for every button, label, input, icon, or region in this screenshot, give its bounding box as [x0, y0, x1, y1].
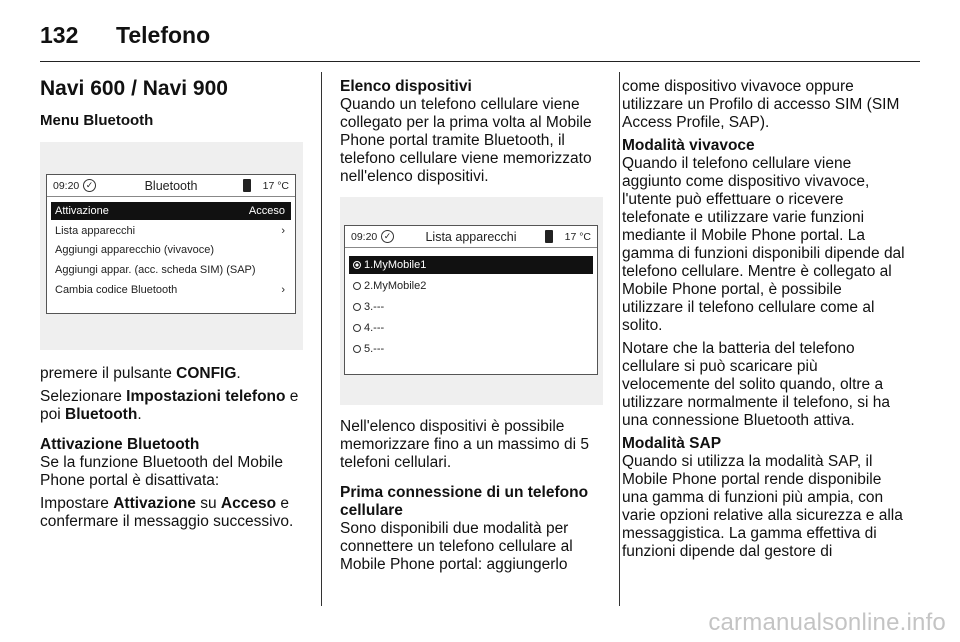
device-item[interactable]	[349, 277, 593, 295]
text: premere il pulsante	[40, 365, 177, 382]
screen-title: Lista apparecchi	[425, 230, 517, 244]
menu-name: Impostazioni telefono	[126, 388, 286, 405]
radio-icon	[353, 282, 361, 290]
device-item[interactable]	[349, 256, 593, 274]
section-heading: Navi 600 / Navi 900	[40, 77, 228, 100]
device-label: 4.---	[364, 322, 385, 334]
text: e poi	[40, 388, 299, 423]
header-rule	[40, 61, 920, 62]
menu-item-aggiungi-sap[interactable]	[51, 261, 291, 279]
watermark: carmanualsonline.info	[708, 609, 946, 636]
page-title: Telefono	[116, 22, 211, 48]
menu-item-value: Acceso	[248, 205, 285, 217]
button-name: CONFIG	[176, 365, 237, 382]
text: .	[137, 406, 142, 423]
text: su	[195, 495, 221, 512]
status-bar	[345, 226, 597, 248]
device-label: 5.---	[364, 343, 385, 355]
heading-prima-connessione: Prima connessione di un telefono cellulare	[340, 484, 589, 519]
paragraph: Nell'elenco dispositivi è possibile memorizzare fino a un massimo di 5 telefoni cellulari.	[340, 418, 589, 471]
paragraph: come dispositivo vivavoce oppure utilizzare un Profilo di accesso SIM (SIM Access Profile, SAP).	[622, 78, 900, 131]
paragraph	[40, 365, 308, 383]
heading-attivazione-bluetooth: Attivazione Bluetooth	[40, 436, 200, 453]
column-1	[40, 365, 308, 536]
device-item[interactable]	[349, 340, 593, 358]
subheading-menu-bluetooth: Menu Bluetooth	[40, 112, 154, 129]
paragraph: Notare che la batteria del telefono cellulare si può scaricare più velocemente del solito quando, oltre a utilizzare normalmente il telefono, si ha una connessione Bluetooth attiva.	[622, 340, 890, 429]
screen-title: Bluetooth	[144, 179, 198, 193]
temperature: 17 °C	[262, 180, 289, 192]
text: .	[236, 365, 241, 382]
text: Impostare	[40, 495, 114, 512]
device-item[interactable]	[349, 319, 593, 337]
menu-item-aggiungi-vivavoce[interactable]	[51, 241, 291, 259]
menu-item-cambia-codice[interactable]	[51, 281, 291, 299]
radio-selected-icon	[353, 261, 361, 269]
chevron-right-icon: ›	[281, 225, 285, 237]
temperature: 17 °C	[564, 231, 591, 243]
check-icon: ✓	[83, 179, 96, 192]
device-list-screen	[344, 225, 598, 375]
paragraph	[40, 388, 308, 424]
column-2-lower	[340, 418, 608, 579]
clock: 09:20	[53, 180, 80, 192]
radio-icon	[353, 303, 361, 311]
column-3	[622, 78, 906, 566]
paragraph: Quando si utilizza la modalità SAP, il Mobile Phone portal rende disponibile una gamma di funzioni più ampia, con varie opzioni relative alla sicurezza e alla messaggistica. La gamma effettiva di funzioni dipende dal gestore di	[622, 453, 903, 560]
paragraph: Sono disponibili due modalità per connettere un telefono cellulare al Mobile Phone portal: aggiungerlo	[340, 520, 573, 573]
radio-icon	[353, 345, 361, 353]
column-divider	[619, 72, 620, 606]
paragraph	[40, 495, 308, 531]
phone-icon	[545, 230, 553, 243]
menu-item-label: Aggiungi appar. (acc. scheda SIM) (SAP)	[55, 264, 256, 276]
menu-item-attivazione[interactable]	[51, 202, 291, 220]
text: e confermare il messaggio successivo.	[40, 495, 294, 530]
text: Selezionare	[40, 388, 127, 405]
page-number: 132	[40, 22, 79, 48]
check-icon: ✓	[381, 230, 394, 243]
menu-item-label: Lista apparecchi	[55, 225, 136, 237]
menu-item-label: Cambia codice Bluetooth	[55, 284, 178, 296]
device-label: 2.MyMobile2	[364, 280, 427, 292]
device-list-figure	[340, 197, 603, 405]
menu-name: Acceso	[220, 495, 277, 512]
column-divider	[321, 72, 322, 606]
device-item[interactable]	[349, 298, 593, 316]
paragraph: Se la funzione Bluetooth del Mobile Phone portal è disattivata:	[40, 454, 283, 489]
menu-name: Attivazione	[113, 495, 196, 512]
heading-elenco-dispositivi: Elenco dispositivi	[340, 78, 472, 95]
status-bar	[47, 175, 295, 197]
column-2	[340, 78, 608, 191]
chevron-right-icon: ›	[281, 284, 285, 296]
menu-item-label: Attivazione	[55, 205, 109, 217]
paragraph: Quando il telefono cellulare viene aggiunto come dispositivo vivavoce, l'utente può effettuare o ricevere telefonate e utilizzare varie funzioni mediante il Mobile Phone portal. La gamma di funzioni disponibili dipende dal telefono cellulare. Mentre è collegato al Mobile Phone portal, è possibile utilizzare il telefono cellulare come al solito.	[622, 155, 905, 334]
bluetooth-menu-screen	[46, 174, 296, 314]
heading-modalita-sap: Modalità SAP	[622, 435, 722, 452]
paragraph: Quando un telefono cellulare viene collegato per la prima volta al Mobile Phone portal tramite Bluetooth, il telefono cellulare viene memorizzato nell'elenco dispositivi.	[340, 96, 592, 185]
device-label: 3.---	[364, 301, 385, 313]
heading-modalita-vivavoce: Modalità vivavoce	[622, 137, 755, 154]
menu-item-label: Aggiungi apparecchio (vivavoce)	[55, 244, 214, 256]
phone-icon	[243, 179, 251, 192]
clock: 09:20	[351, 231, 378, 243]
menu-item-lista-apparecchi[interactable]	[51, 222, 291, 240]
radio-icon	[353, 324, 361, 332]
menu-name: Bluetooth	[65, 406, 138, 423]
bluetooth-menu-figure	[40, 142, 303, 350]
device-label: 1.MyMobile1	[364, 259, 427, 271]
